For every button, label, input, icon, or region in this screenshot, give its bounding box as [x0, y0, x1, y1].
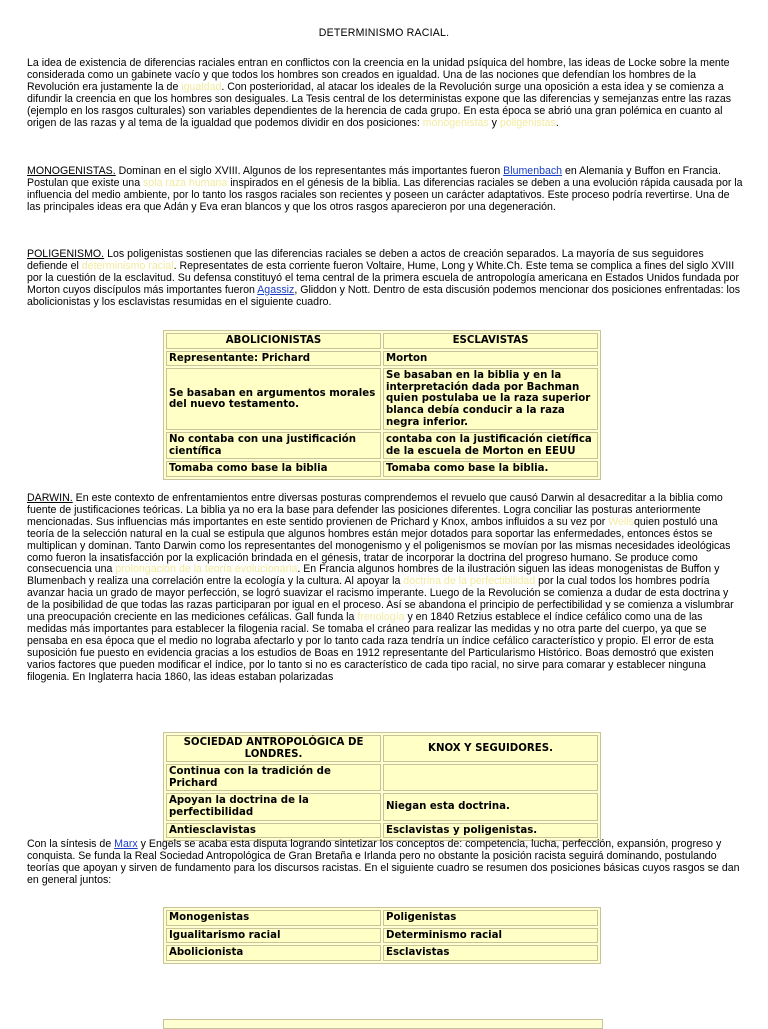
poligenismo-text: , Gliddon y Nott. Dentro de esta discusión podemos mencionar dos posiciones enfrentadas: los abolicionistas y los esclavistas resumidas en el siguiente cuadro.	[27, 283, 741, 308]
table-cell: Monogenistas	[166, 910, 381, 926]
intro-text: .	[555, 116, 559, 129]
darwin-paragraph	[27, 493, 743, 684]
table-cell: Esclavistas	[383, 945, 598, 961]
table-row	[166, 764, 598, 791]
table-cell: Morton	[383, 351, 598, 367]
monogenistas-text: en Alemania y Buffon en Francia. Postulan que existe una	[27, 165, 721, 189]
intro-text: La idea de existencia de diferencias raciales entran en conflictos con la creencia en la unidad psíquica del hombre, las ideas de Locke sobre la mente considerada como un gabinete vacío y que todos los hombres son creados en igualdad. Una de las nociones que defendían los hombres de la Revolución era justamente la de	[27, 57, 730, 93]
table-row	[166, 351, 598, 367]
darwin-text: por la cual todos los hombres podría avanzar hacia un grado de mayor perfección, se logró suavizar el racismo imperante. Luego de la Revolución se comienza a dudar de esta doctrina y de la posibilidad de que todas las razas participaran por igual en el proceso. Así se abandona el principio de perfectibilidad y se comienza a vislumbrar una preocupación creciente en las mediciones cefálicas. Gall funda la	[27, 575, 734, 624]
table-row	[166, 368, 598, 430]
table-header-row	[166, 735, 598, 762]
table-row	[166, 461, 598, 477]
table-row	[166, 432, 598, 459]
monogenistas-text: Dominan en el siglo XVIII. Algunos de los representantes más importantes fueron	[115, 165, 504, 177]
table-cell: No contaba con una justificación científica	[166, 432, 381, 459]
table-header-cell: KNOX Y SEGUIDORES.	[383, 735, 598, 762]
table-row	[166, 945, 598, 961]
table-cell: Niegan esta doctrina.	[383, 793, 598, 820]
darwin-heading: DARWIN.	[27, 492, 73, 504]
table-header-row	[166, 333, 598, 349]
darwin-text: . En Francia algunos hombres de la ilustración siguen las ideas monogenistas de Buffon y Blumenbach y realiza una correlación entre la ecología y la cultura. Al apoyar la	[27, 563, 720, 588]
monogenistas-paragraph	[27, 166, 743, 214]
table-cell: Apoyan la doctrina de la perfectibilidad	[166, 793, 381, 820]
table-cell: Determinismo racial	[383, 928, 598, 944]
table-header-cell: ESCLAVISTAS	[383, 333, 598, 349]
darwin-text: y en 1840 Retzius establece el índice cefálico como una de las medidas más importantes para establecer la filogenia racial. Se tomaba el cráneo para realizar las medidas y no otra parte del cuerpo, ya que se pensaba en esa época que el medio no lograba afectarlo y por lo tanto cada raza tendría un índice cefálico característico y propio. El error de esta suposición fue puesto en evidencia gracias a los estudios de Boas en 1912 representante del Particularismo Histórico. Boas demostró que existen varios factores que pueden modificar el índice, por lo tanto si no es característico de cada tipo racial, no sirve para comarar y establecer ninguna filogenia. En Inglaterra hacia 1860, las ideas estaban polarizadas	[27, 611, 714, 683]
highlight-igualdad: igualdad	[181, 80, 222, 93]
table-row	[166, 928, 598, 944]
abolicionistas-esclavistas-table	[163, 330, 601, 480]
highlight-wells: Wells	[608, 515, 634, 528]
table-cell: Continua con la tradición de Prichard	[166, 764, 381, 791]
darwin-text: quien postuló una teoría de la selección natural en la cual se estipula que algunos hombres están mejor dotados para soportar las enfermedades, entonces éstos se multiplican y dominan. Tanto Darwin como los representantes del monogenismo y el poligenismos se movían por las mismas necesidades ideológicas como fueron la insatisfacción por la explicación brindada en el génesis, tratar de incorporar la doctrina del progreso humano. Se produce como consecuencia una	[27, 515, 731, 576]
table-cell: Tomaba como base la biblia.	[383, 461, 598, 477]
intro-paragraph	[27, 58, 743, 129]
poligenismo-text: Los poligenistas sostienen que las diferencias raciales se deben a actos de creación separados. La mayoría de sus seguidores defiende el	[27, 248, 704, 272]
highlight-monogenistas: monogenistas	[422, 116, 489, 129]
table-cell: contaba con la justificación cietífica de la escuela de Morton en EEUU	[383, 432, 598, 459]
table-cell: Tomaba como base la biblia	[166, 461, 381, 477]
intro-text: y	[488, 116, 500, 129]
table-header-cell: SOCIEDAD ANTROPOLÓGICA DE LONDRES.	[166, 735, 381, 762]
table-row	[166, 823, 598, 839]
marx-paragraph	[27, 839, 743, 887]
table-cell: Se basaban en la biblia y en la interpretación dada por Bachman quien postulaba ue la raza superior blanca debía conducir a la raza negra inferior.	[383, 368, 598, 430]
next-table-edge	[163, 1019, 603, 1029]
table-cell: Esclavistas y poligenistas.	[383, 823, 598, 839]
londres-knox-table	[163, 732, 601, 841]
table-cell: Igualitarismo racial	[166, 928, 381, 944]
intro-text: . Con posterioridad, al atacar los ideales de la Revolución surge una oposición a esta idea y se comienza a difundir la creencia en que los hombres son desiguales. La Tesis central de los deterministas expone que las diferencias y semejanzas entre las razas (ejemplo en los rasgos culturales) son variables dependientes de la herencia de cada grupo. En esta época se abrió una gran polémica en cuanto al origen de las razas y al tema de la igualdad que podemos dividir en dos posiciones:	[27, 80, 732, 129]
marx-text: Con la síntesis de	[27, 838, 115, 850]
table-cell: Poligenistas	[383, 910, 598, 926]
poligenismo-text: . Representates de esta corriente fueron Voltaire, Hume, Long y White.Ch. Este tema se complica a fines del siglo XVIII por la cuestión de la esclavitud. Su defensa constituyó el tema central de la primera escuela de antropología americana en Estados Unidos fundada por Morton cuyos discípulos más importantes fueron	[27, 259, 739, 296]
monogenistas-heading: MONOGENISTAS.	[27, 165, 116, 177]
table-header-cell: ABOLICIONISTAS	[166, 333, 381, 349]
summary-table	[163, 907, 601, 964]
agassiz-link[interactable]: Agassiz	[257, 283, 295, 296]
poligenismo-heading: POLIGENISMO.	[27, 248, 105, 260]
highlight-prolongacion: prolongación de la teoría evolucionaria	[115, 563, 298, 576]
table-row	[166, 793, 598, 820]
darwin-text: En este contexto de enfrentamientos entre diversas posturas comprendemos el revuelo que causó Darwin al desacreditar a la biblia como fuente de justificaciones teóricas. La biblia ya no era la base para defender las posiciones diferentes. Logra conciliar las posturas anteriormente mencionadas. Sus influencias más importantes en este sentido provienen de Prichard y Knox, ambos influidos a su vez por	[27, 492, 723, 528]
table-cell: Antiesclavistas	[166, 823, 381, 839]
page-title: DETERMINISMO RACIAL.	[318, 27, 450, 39]
table-cell: Representante: Prichard	[166, 351, 381, 367]
table-row	[166, 910, 598, 926]
highlight-perfectibilidad: doctrina de la perfectibilidad	[403, 575, 536, 588]
table-cell: Se basaban en argumentos morales del nuevo testamento.	[166, 368, 381, 430]
monogenistas-text: inspirados en el génesis de la biblia. Las diferencias raciales se deben a una evolución rápida causada por la influencia del medio ambiente, por lo tanto los rasgos raciales son recientes y poseen un carácter adaptativos. Este proceso podría revertirse. Una de las principales ideas era que Adán y Eva eran blancos y que los otros rasgos aparecieron por una degeneración.	[27, 176, 743, 213]
poligenismo-paragraph	[27, 249, 743, 309]
table-cell: Abolicionista	[166, 945, 381, 961]
marx-link[interactable]: Marx	[114, 838, 138, 850]
blumenbach-link[interactable]: Blumenbach	[503, 165, 563, 177]
highlight-determinismo: determinismo racial	[81, 259, 174, 272]
highlight-poligenistas: poligenistas	[499, 116, 556, 129]
table-cell	[383, 764, 598, 791]
marx-text: y Engels se acaba esta disputa logrando sintetizar los conceptos de: competencia, lucha, perfección, expansión, progreso y conquista. Se funda la Real Sociedad Antropológica de Gran Bretaña e Irlanda pero no obstante la posición racista seguirá dominando, postulando teorías que apoyan y sirven de fundamento para los discursos racistas. En el siguiente cuadro se resumen dos posiciones básicas cuyos rasgos se dan en general juntos:	[27, 838, 740, 886]
highlight-frenologia: frenología	[357, 611, 405, 624]
highlight-sola-raza: sola raza humana	[143, 176, 228, 189]
